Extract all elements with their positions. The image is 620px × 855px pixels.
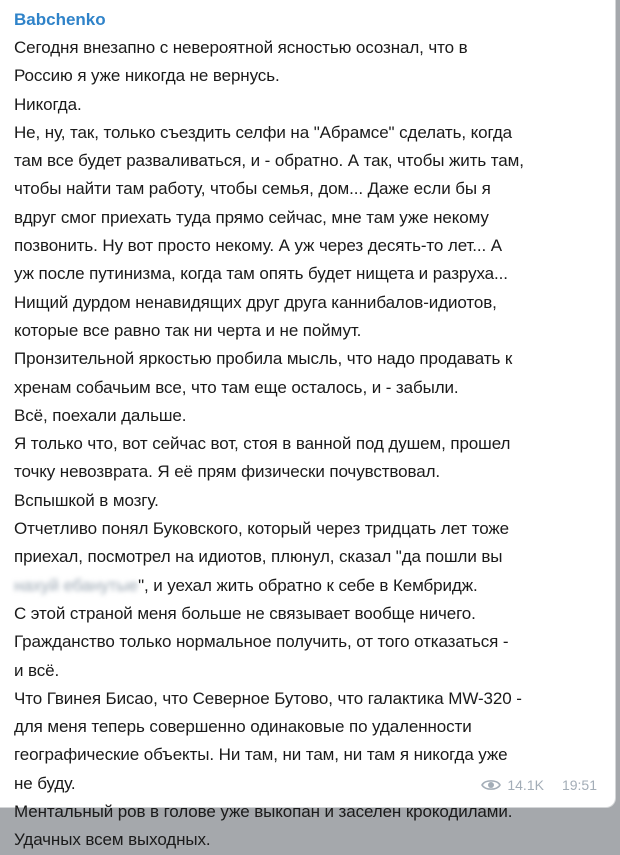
message-line: позвонить. Ну вот просто некому. А уж через десять-то лет... А	[14, 236, 503, 256]
message-line: Удачных всем выходных.	[14, 830, 211, 850]
message-line: уж после путинизма, когда там опять будет нищета и разруха...	[14, 264, 508, 284]
message-line: Ментальный ров в голове уже выкопан и заселен крокодилами.	[14, 802, 513, 822]
message-line: Не, ну, так, только съездить селфи на "Абрамсе" сделать, когда	[14, 122, 513, 142]
message-line: географические объекты. Ни там, ни там, ни там я никогда уже	[14, 745, 508, 765]
message-line: которые все равно так ни черта и не поймут.	[14, 320, 362, 340]
message-line: и всё.	[14, 660, 60, 680]
message-line: Пронзительной яркостью пробила мысль, что надо продавать к	[14, 349, 513, 369]
message-line: Что Гвинея Бисао, что Северное Бутово, что галактика MW-320 -	[14, 688, 522, 708]
view-count: 14.1K	[507, 777, 544, 793]
message-line-with-blur	[14, 572, 615, 600]
message-line: С этой страной меня больше не связывает вообще ничего.	[14, 603, 476, 623]
message-line: приехал, посмотрел на идиотов, плюнул, сказал "да пошли вы	[14, 547, 503, 567]
message-line: Нищий дурдом ненавидящих друг друга каннибалов-идиотов,	[14, 292, 497, 312]
message-line: для меня теперь совершенно одинаковые по удаленности	[14, 717, 472, 737]
blurred-words: нахуй ебанутые	[14, 575, 139, 595]
message-line: Всё, поехали дальше.	[14, 405, 187, 425]
message-meta	[481, 777, 597, 793]
message-time: 19:51	[561, 777, 597, 793]
message-line: Я только что, вот сейчас вот, стоя в ванной под душем, прошел	[14, 434, 511, 454]
message-line: чтобы найти там работу, чтобы семья, дом... Даже если бы я	[14, 179, 491, 199]
message-line: там все будет разваливаться, и - обратно. А так, чтобы жить там,	[14, 151, 524, 171]
eye-icon	[481, 778, 501, 792]
sender-name[interactable]: Babchenko	[14, 10, 106, 29]
message-line: точку невозврата. Я её прям физически почувствовал.	[14, 462, 441, 482]
message-line: не буду.	[14, 773, 76, 793]
message-line: Отчетливо понял Буковского, который через тридцать лет тоже	[14, 519, 509, 539]
message-line: Вспышкой в мозгу.	[14, 490, 159, 510]
message-line: вдруг смог приехать туда прямо сейчас, мне там уже некому	[14, 207, 489, 227]
message-line: хренам собачьим все, что там еще осталось, и - забыли.	[14, 377, 459, 397]
message-line: Никогда.	[14, 94, 82, 114]
message-text	[14, 34, 615, 855]
message-line: Россию я уже никогда не вернусь.	[14, 66, 280, 86]
message-line: Сегодня внезапно с невероятной ясностью осознал, что в	[14, 38, 468, 57]
message-line: Гражданство только нормальное получить, от того отказаться -	[14, 632, 509, 652]
message-line-tail: ", и уехал жить обратно к себе в Кембридж.	[138, 575, 478, 595]
